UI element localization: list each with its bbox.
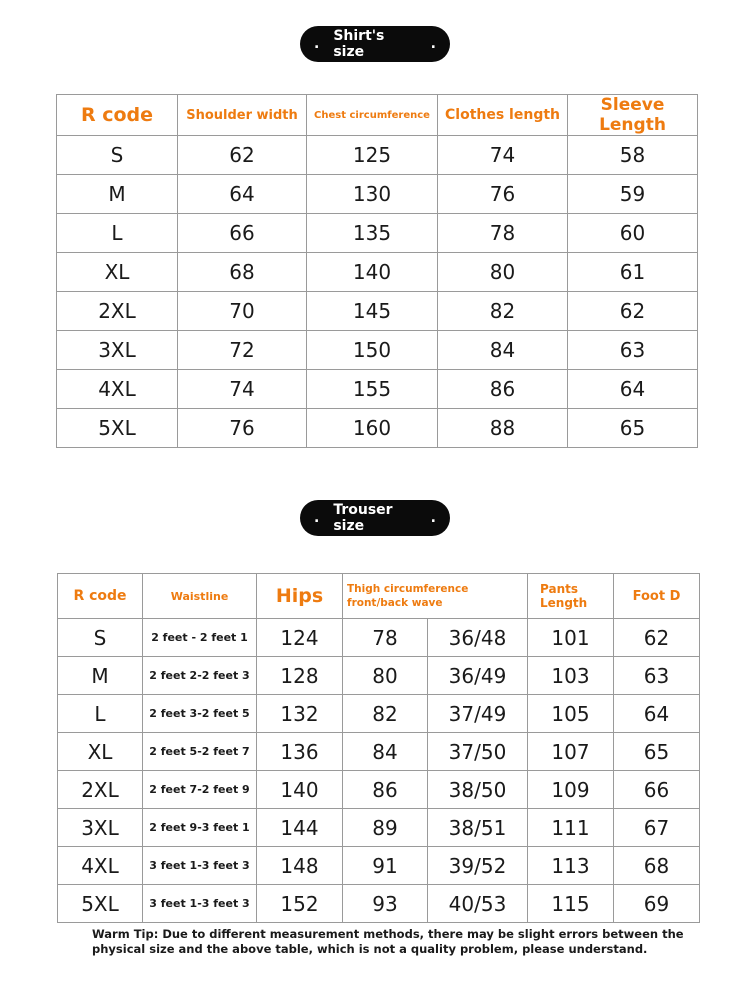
- table-cell: 140: [257, 771, 343, 809]
- table-cell: 91: [343, 847, 428, 885]
- table-cell: 136: [257, 733, 343, 771]
- header-hips: Hips: [257, 574, 343, 619]
- table-cell: 152: [257, 885, 343, 923]
- table-cell: 68: [178, 253, 307, 292]
- table-cell: 58: [568, 136, 698, 175]
- table-cell: 148: [257, 847, 343, 885]
- header-shoulder-width: Shoulder width: [178, 95, 307, 136]
- size-code-cell: 3XL: [57, 331, 178, 370]
- table-cell: 2 feet 5-2 feet 7: [143, 733, 257, 771]
- table-cell: 78: [343, 619, 428, 657]
- bullet-dot: .: [430, 36, 436, 52]
- trouser-size-table: [57, 573, 700, 923]
- table-cell: 130: [307, 175, 438, 214]
- table-cell: 135: [307, 214, 438, 253]
- header-clothes-length: Clothes length: [438, 95, 568, 136]
- table-cell: 140: [307, 253, 438, 292]
- table-row: [58, 733, 700, 771]
- table-cell: 76: [438, 175, 568, 214]
- header-thigh-circumference: Thigh circumference front/back wave: [343, 574, 528, 619]
- header-sleeve-length: Sleeve Length: [568, 95, 698, 136]
- table-cell: 62: [614, 619, 700, 657]
- table-row: [58, 809, 700, 847]
- table-cell: 65: [614, 733, 700, 771]
- table-row: [58, 657, 700, 695]
- table-cell: 37/49: [428, 695, 528, 733]
- table-cell: 86: [438, 370, 568, 409]
- table-cell: 72: [178, 331, 307, 370]
- table-row: [58, 847, 700, 885]
- table-cell: 111: [528, 809, 614, 847]
- table-cell: 38/50: [428, 771, 528, 809]
- size-code-cell: XL: [57, 253, 178, 292]
- table-cell: 109: [528, 771, 614, 809]
- trouser-size-title: [300, 500, 450, 536]
- warm-tip-note: Warm Tip: Due to different measurement methods, there may be slight errors between the physical size and the above table, which is not a quality problem, please understand.: [92, 927, 684, 956]
- table-row: [58, 771, 700, 809]
- table-row: [57, 214, 698, 253]
- table-cell: 82: [343, 695, 428, 733]
- table-cell: 66: [178, 214, 307, 253]
- shirt-size-label: Shirt's size: [333, 28, 385, 60]
- table-cell: 2 feet 3-2 feet 5: [143, 695, 257, 733]
- table-cell: 144: [257, 809, 343, 847]
- table-cell: 86: [343, 771, 428, 809]
- table-cell: 82: [438, 292, 568, 331]
- size-code-cell: L: [58, 695, 143, 733]
- size-code-cell: XL: [58, 733, 143, 771]
- size-code-cell: L: [57, 214, 178, 253]
- table-row: [57, 136, 698, 175]
- table-cell: 61: [568, 253, 698, 292]
- table-row: [57, 370, 698, 409]
- table-row: [57, 175, 698, 214]
- table-cell: 37/50: [428, 733, 528, 771]
- table-cell: 84: [438, 331, 568, 370]
- table-cell: 107: [528, 733, 614, 771]
- size-code-cell: 4XL: [58, 847, 143, 885]
- table-cell: 62: [178, 136, 307, 175]
- size-code-cell: 2XL: [57, 292, 178, 331]
- size-code-cell: 2XL: [58, 771, 143, 809]
- table-row: [57, 331, 698, 370]
- table-header-row: [57, 95, 698, 136]
- shirt-size-title: [300, 26, 450, 62]
- table-cell: 62: [568, 292, 698, 331]
- trouser-size-label: Trouser size: [333, 502, 393, 534]
- table-cell: 2 feet 9-3 feet 1: [143, 809, 257, 847]
- table-cell: 89: [343, 809, 428, 847]
- header-chest-circumference: Chest circumference: [307, 95, 438, 136]
- header-foot-d: Foot D: [614, 574, 700, 619]
- table-cell: 132: [257, 695, 343, 733]
- table-cell: 124: [257, 619, 343, 657]
- bullet-dot: .: [314, 510, 320, 526]
- table-cell: 40/53: [428, 885, 528, 923]
- shirt-size-table: [56, 94, 698, 448]
- table-cell: 128: [257, 657, 343, 695]
- table-cell: 145: [307, 292, 438, 331]
- table-cell: 38/51: [428, 809, 528, 847]
- table-cell: 113: [528, 847, 614, 885]
- table-row: [57, 253, 698, 292]
- size-code-cell: M: [58, 657, 143, 695]
- table-cell: 70: [178, 292, 307, 331]
- table-cell: 105: [528, 695, 614, 733]
- table-cell: 2 feet 2-2 feet 3: [143, 657, 257, 695]
- size-code-cell: 5XL: [58, 885, 143, 923]
- table-cell: 64: [614, 695, 700, 733]
- table-cell: 2 feet - 2 feet 1: [143, 619, 257, 657]
- table-cell: 64: [568, 370, 698, 409]
- table-cell: 101: [528, 619, 614, 657]
- table-cell: 63: [568, 331, 698, 370]
- table-cell: 76: [178, 409, 307, 448]
- table-cell: 125: [307, 136, 438, 175]
- table-cell: 103: [528, 657, 614, 695]
- table-cell: 67: [614, 809, 700, 847]
- table-row: [58, 619, 700, 657]
- table-cell: 88: [438, 409, 568, 448]
- table-cell: 155: [307, 370, 438, 409]
- table-cell: 64: [178, 175, 307, 214]
- table-cell: 80: [343, 657, 428, 695]
- table-cell: 68: [614, 847, 700, 885]
- table-cell: 3 feet 1-3 feet 3: [143, 885, 257, 923]
- table-cell: 3 feet 1-3 feet 3: [143, 847, 257, 885]
- table-cell: 2 feet 7-2 feet 9: [143, 771, 257, 809]
- table-cell: 74: [438, 136, 568, 175]
- table-cell: 63: [614, 657, 700, 695]
- table-cell: 150: [307, 331, 438, 370]
- table-cell: 74: [178, 370, 307, 409]
- header-waistline: Waistline: [143, 574, 257, 619]
- table-header-row: [58, 574, 700, 619]
- table-cell: 60: [568, 214, 698, 253]
- table-cell: 36/49: [428, 657, 528, 695]
- table-cell: 66: [614, 771, 700, 809]
- table-cell: 93: [343, 885, 428, 923]
- table-row: [58, 695, 700, 733]
- table-cell: 65: [568, 409, 698, 448]
- table-cell: 39/52: [428, 847, 528, 885]
- table-row: [57, 409, 698, 448]
- trouser-table-body: [58, 619, 700, 923]
- shirt-table-body: [57, 136, 698, 448]
- bullet-dot: .: [430, 510, 436, 526]
- table-cell: 69: [614, 885, 700, 923]
- table-row: [57, 292, 698, 331]
- table-row: [58, 885, 700, 923]
- table-cell: 78: [438, 214, 568, 253]
- size-code-cell: S: [58, 619, 143, 657]
- table-cell: 115: [528, 885, 614, 923]
- bullet-dot: .: [314, 36, 320, 52]
- header-r-code: R code: [57, 95, 178, 136]
- header-r-code: R code: [58, 574, 143, 619]
- size-code-cell: S: [57, 136, 178, 175]
- size-code-cell: M: [57, 175, 178, 214]
- size-code-cell: 5XL: [57, 409, 178, 448]
- table-cell: 36/48: [428, 619, 528, 657]
- table-cell: 80: [438, 253, 568, 292]
- size-code-cell: 3XL: [58, 809, 143, 847]
- table-cell: 59: [568, 175, 698, 214]
- table-cell: 84: [343, 733, 428, 771]
- header-pants-length: Pants Length: [528, 574, 614, 619]
- size-code-cell: 4XL: [57, 370, 178, 409]
- table-cell: 160: [307, 409, 438, 448]
